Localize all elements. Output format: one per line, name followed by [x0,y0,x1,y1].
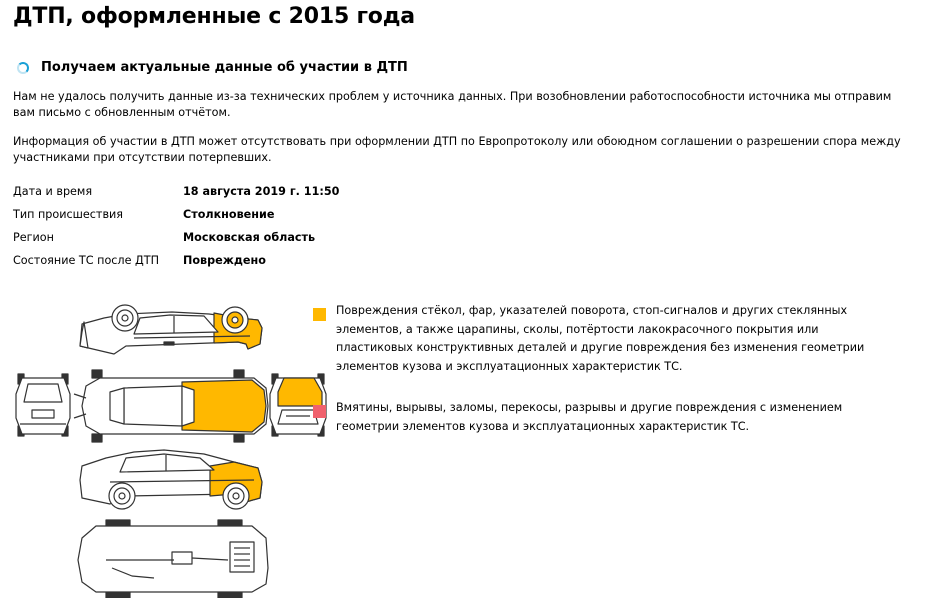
legend-swatch-red [313,405,326,418]
legend-text: Повреждения стёкол, фар, указателей поворота, стоп-сигналов и других стеклянных элементов, а также царапины, сколы, потёртости лакокрасочного покрытия или пластиковых конструктивных деталей и другие повреждения без изменения геометрии элементов кузова и эксплуатационных характеристик ТС. [336,304,865,373]
car-rear-view [16,374,70,436]
car-top-view [74,370,268,442]
detail-row-state [13,252,339,275]
detail-label: Дата и время [13,185,93,198]
detail-value: Повреждено [183,254,266,267]
detail-value: Столкновение [183,208,275,221]
loading-status-text: Получаем актуальные данные об участии в ДТП [41,60,408,75]
car-side-left-view [80,305,262,354]
detail-value: Московская область [183,231,316,244]
legend-swatch-yellow [313,308,326,321]
detail-label: Тип происшествия [13,208,124,221]
detail-row-date [13,183,339,206]
car-side-right-view [80,450,262,509]
error-message: Нам не удалось получить данные из-за технических проблем у источника данных. При возобновлении работоспособности источника мы отправим вам письмо с обновленным отчётом. [13,90,892,119]
detail-value: 18 августа 2019 г. 11:50 [183,185,340,198]
page-title: ДТП, оформленные с 2015 года [13,4,415,29]
spinner-icon [17,62,29,74]
detail-label: Регион [13,231,54,244]
damage-zone-hood [182,380,266,432]
legend-item-minor-damage [313,302,876,376]
legend-item-major-damage [313,399,876,436]
loading-status [17,60,408,75]
detail-row-region [13,229,339,252]
detail-label: Состояние ТС после ДТП [13,254,160,267]
car-damage-diagram-icon [14,298,332,598]
legend-text: Вмятины, вырывы, заломы, перекосы, разрывы и другие повреждения с изменением геометрии элементов кузова и эксплуатационных характеристик ТС. [336,401,843,433]
car-bottom-view [78,520,268,598]
detail-row-type [13,206,339,229]
accident-details [13,183,339,275]
info-note: Информация об участии в ДТП может отсутствовать при оформлении ДТП по Европротоколу или обоюдном соглашении о разрешении спора между участниками при отсутствии потерпевших. [13,135,901,164]
